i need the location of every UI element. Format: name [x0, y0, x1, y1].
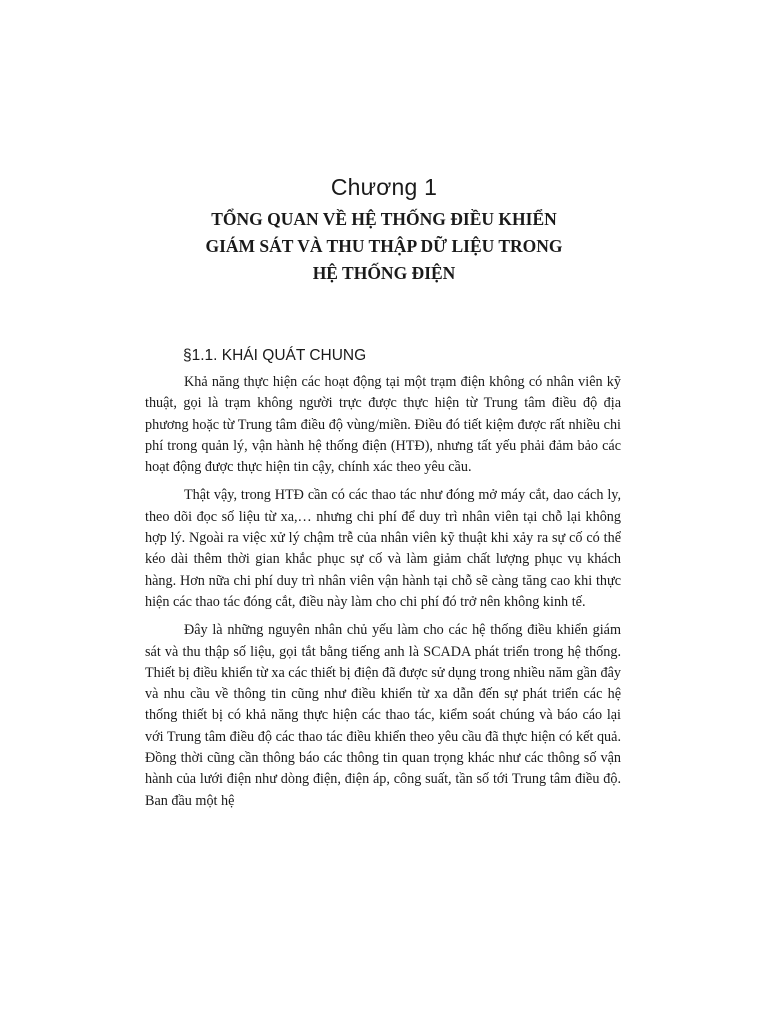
chapter-title-line: HỆ THỐNG ĐIỆN	[312, 263, 456, 283]
section-heading: §1.1. KHÁI QUÁT CHUNG	[183, 347, 367, 364]
paragraph: Thật vậy, trong HTĐ cần có các thao tác như đóng mở máy cắt, dao cách ly, theo dõi đọc số liệu từ xa,… nhưng chi phí để duy trì nhân viên tại chỗ lại không hợp lý. Ngoài ra việc xử lý chậm trễ của nhân viên kỹ thuật khi xảy ra sự cố có thể kéo dài thêm thời gian khắc phục sự cố và làm giảm chất lượng phục vụ khách hàng. Hơn nữa chi phí duy trì nhân viên vận hành tại chỗ sẽ càng tăng cao khi thực hiện các thao tác đóng cắt, điều này làm cho chi phí đó trở nên không kinh tế.	[145, 487, 621, 610]
chapter-title	[120, 206, 648, 287]
paragraph: Khả năng thực hiện các hoạt động tại một trạm điện không có nhân viên kỹ thuật, gọi là trạm không người trực được thực hiện từ Trung tâm điều độ địa phương hoặc từ Trung tâm điều độ vùng/miền. Điều đó tiết kiệm được rất nhiều chi phí trong quản lý, vận hành hệ thống điện (HTĐ), nhưng tất yếu phải đảm bảo các hoạt động được thực hiện tin cậy, chính xác theo yêu cầu.	[145, 374, 621, 476]
chapter-title-line: GIÁM SÁT VÀ THU THẬP DỮ LIỆU TRONG	[205, 236, 563, 256]
chapter-label: Chương 1	[330, 174, 438, 200]
paragraph: Đây là những nguyên nhân chủ yếu làm cho các hệ thống điều khiển giám sát và thu thập số liệu, gọi tắt bằng tiếng anh là SCADA phát triển trong hệ thống. Thiết bị điều khiển từ xa các thiết bị điện đã được sử dụng trong nhiều năm gần đây và nhu cầu về thông tin cũng như điều khiển từ xa dẫn đến sự phát triển các hệ thống thiết bị có khả năng thực hiện các thao tác, kiểm soát chúng và báo cáo lại với Trung tâm điều độ các thao tác điều khiển theo yêu cầu đã thực hiện có kết quả. Đồng thời cũng cần thông báo các thông tin quan trọng khác như các thông số vận hành của lưới điện như dòng điện, điện áp, công suất, tần số tới Trung tâm điều độ. Ban đầu một hệ	[145, 622, 621, 809]
chapter-title-line: TỔNG QUAN VỀ HỆ THỐNG ĐIỀU KHIỂN	[211, 209, 557, 229]
body-text	[145, 372, 621, 819]
